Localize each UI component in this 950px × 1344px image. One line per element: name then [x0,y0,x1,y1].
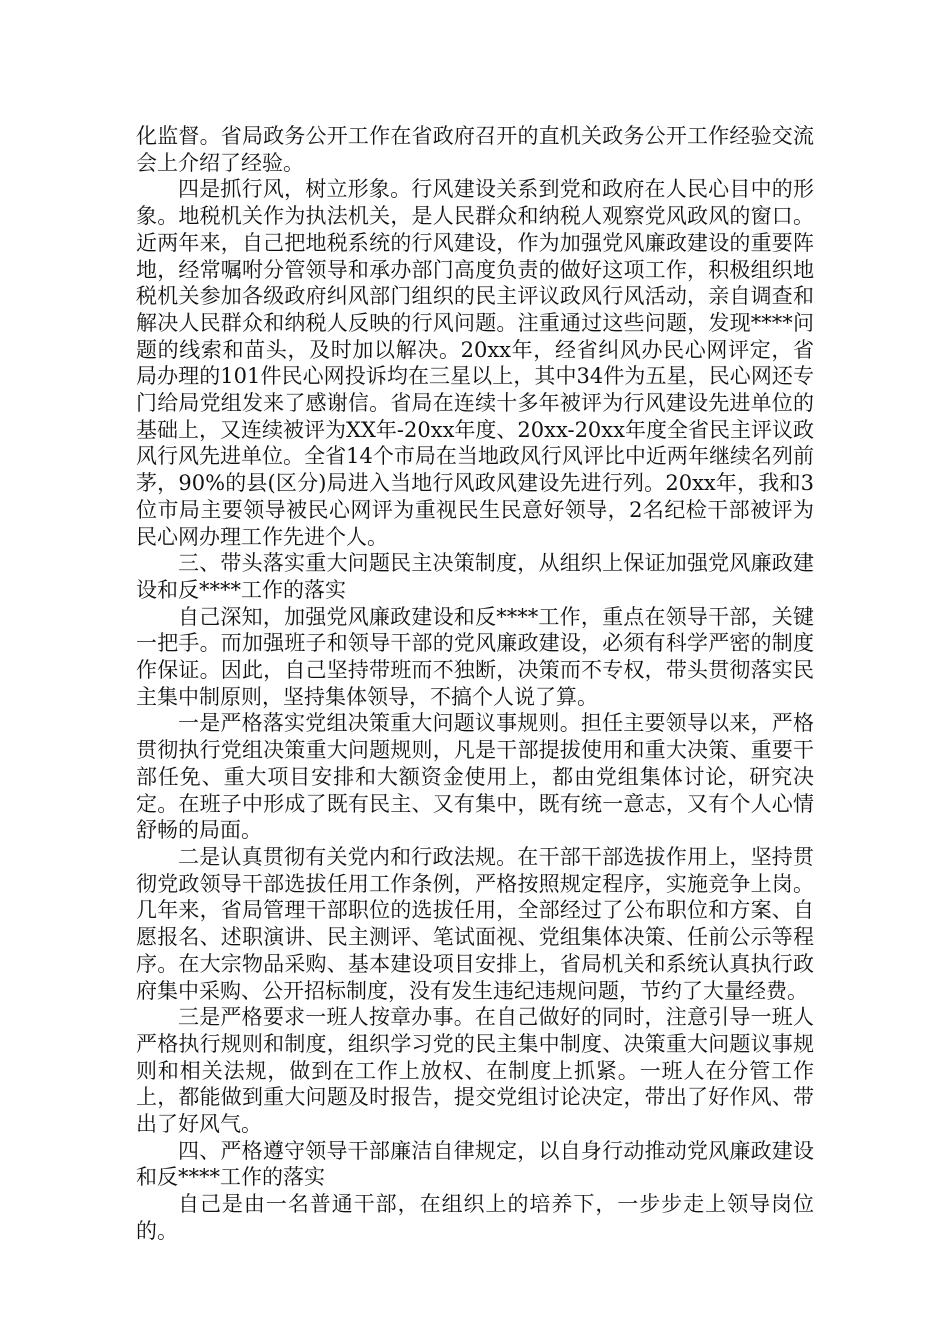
section-heading-3: 三、带头落实重大问题民主决策制度，从组织上保证加强党风廉政建设和反****工作的落实 [136,551,814,602]
document-body [136,123,814,1245]
section-heading-4: 四、严格遵守领导干部廉洁自律规定，以自身行动推动党风廉政建设和反****工作的落实 [136,1138,814,1190]
paragraph-industry-style: 四是抓行风，树立形象。行风建设关系到党和政府在人民心目中的形象。地税机关作为执法机关，是人民群众和纳税人观察党风政风的窗口。近两年来，自己把地税系统的行风建设，作为加强党风廉政建设的重要阵地，经常嘱咐分管领导和承办部门高度负责的做好这项工作，积极组织地税机关参加各级政府纠风部门组织的民主评议政风行风活动，亲自调查和解决人民群众和纳税人反映的行风问题。注重通过这些问题，发现****问题的线索和苗头，及时加以解决。20xx年，经省纠风办民心网评定，省局办理的101件民心网投诉均在三星以上，其中34件为五星，民心网还专门给局党组发来了感谢信。省局在连续十多年被评为行风建设先进单位的基础上，又连续被评为XX年-20xx年度、20xx-20xx年度全省民主评议政风行风先进单位。全省14个市局在当地政风行风评比中近两年继续名列前茅，90%的县(区分)局进入当地行风政风建设先进行列。20xx年，我和3位市局主要领导被民心网评为重视民生民意好领导，2名纪检干部被评为民心网办理工作先进个人。 [136,177,814,549]
paragraph-rules-two: 二是认真贯彻有关党内和行政法规。在干部干部选拔作用上，坚持贯彻党政领导干部选拔任用工作条例，严格按照规定程序，实施竞争上岗。几年来，省局管理干部职位的选拔任用，全部经过了公布职位和方案、自愿报名、述职演讲、民主测评、笔试面视、党组集体决策、任前公示等程序。在大宗物品采购、基本建设项目安排上，省局机关和系统认真执行政府集中采购、公开招标制度，没有发生违纪违规问题，节约了大量经费。 [136,844,814,1003]
paragraph-self-growth: 自己是由一名普通干部，在组织上的培养下，一步步走上领导岗位的。 [136,1192,814,1243]
paragraph-rules-one: 一是严格落实党组决策重大问题议事规则。担任主要领导以来，严格贯彻执行党组决策重大问题规则，凡是干部提拔使用和重大决策、重要干部任免、重大项目安排和大额资金使用上，都由党组集体讨论，研究决定。在班子中形成了既有民主、又有集中，既有统一意志，又有个人心情舒畅的局面。 [136,711,814,843]
paragraph-rules-three: 三是严格要求一班人按章办事。在自己做好的同时，注意引导一班人严格执行规则和制度，组织学习党的民主集中制度、决策重大问题议事规则和相关法规，做到在工作上放权、在制度上抓紧。一班人在分管工作上，都能做到重大问题及时报告，提交党组讨论决定，带出了好作风、带出了好风气。 [136,1005,814,1137]
paragraph-continuation: 化监督。省局政务公开工作在省政府召开的直机关政务公开工作经验交流会上介绍了经验。 [136,124,814,175]
paragraph-self-awareness: 自己深知，加强党风廉政建设和反****工作，重点在领导干部，关键一把手。而加强班子和领导干部的党风廉政建设，必须有科学严密的制度作保证。因此，自己坚持带班而不独断，决策而不专权，带头贯彻落实民主集中制原则，坚持集体领导，不搞个人说了算。 [136,604,814,709]
